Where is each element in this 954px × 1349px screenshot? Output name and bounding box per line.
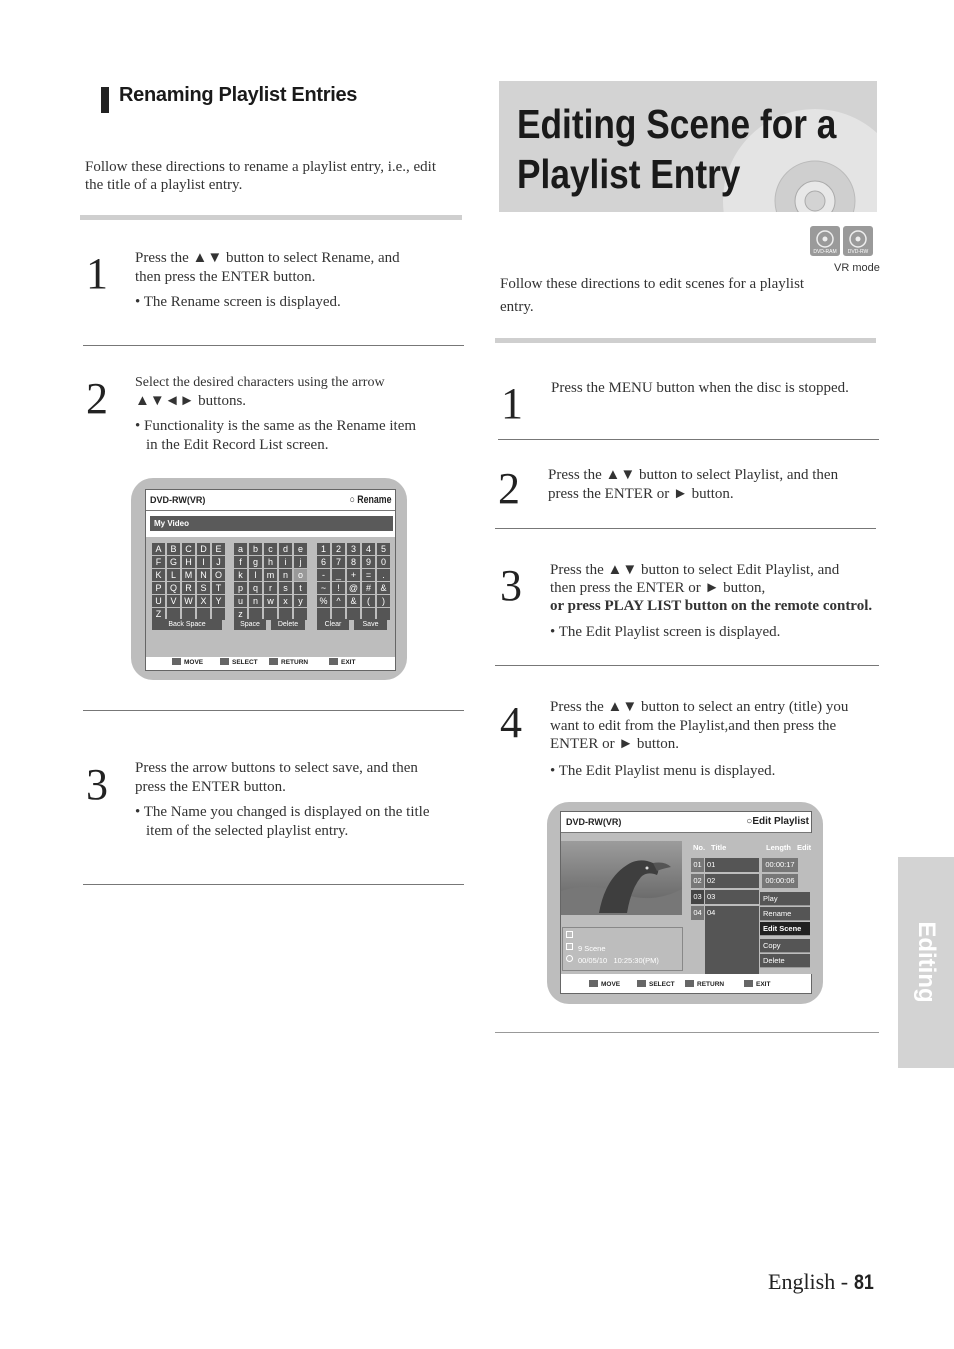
tv-icon xyxy=(566,931,573,938)
key-lower[interactable]: n xyxy=(279,569,292,581)
key-lower[interactable]: g xyxy=(249,556,262,568)
select-icon xyxy=(637,980,646,987)
intro-text: Follow these directions to edit scenes for a playlist entry. xyxy=(500,276,805,315)
disc-icon xyxy=(843,228,873,250)
key-symbols[interactable]: 0 xyxy=(377,556,390,568)
keyboard-button[interactable]: Clear xyxy=(317,619,349,630)
key-symbols[interactable]: 2 xyxy=(332,543,345,555)
key-lower[interactable]: m xyxy=(264,569,277,581)
key-upper[interactable]: X xyxy=(197,595,210,607)
key-symbols[interactable]: ) xyxy=(377,595,390,607)
key-lower[interactable]: h xyxy=(264,556,277,568)
return-icon xyxy=(685,980,694,987)
key-lower[interactable]: l xyxy=(249,569,262,581)
hero-banner xyxy=(499,81,877,212)
col-title: Title xyxy=(711,843,727,852)
key-lower[interactable]: d xyxy=(279,543,292,555)
row-title[interactable]: 03 xyxy=(705,890,759,904)
key-symbols[interactable]: ! xyxy=(332,582,345,594)
key-upper[interactable]: C xyxy=(182,543,195,555)
clock-icon xyxy=(566,955,573,962)
row-title[interactable]: 02 xyxy=(705,874,759,888)
key-upper[interactable]: M xyxy=(182,569,195,581)
keyboard-button[interactable]: Space xyxy=(234,619,266,630)
col-edit: Edit xyxy=(797,843,812,852)
menu-play[interactable]: Play xyxy=(760,892,810,906)
step-text: Press the ▲▼ button to select Playlist, and then press the ENTER or ► button. xyxy=(548,467,839,502)
menu-copy[interactable]: Copy xyxy=(760,939,810,953)
step-number: 3 xyxy=(86,760,108,809)
disc-label: DVD-RW(VR) xyxy=(566,817,622,827)
key-lower[interactable]: z xyxy=(234,608,247,620)
key-lower[interactable]: c xyxy=(264,543,277,555)
key-symbols[interactable]: & xyxy=(377,582,390,594)
key-symbols[interactable]: 3 xyxy=(347,543,360,555)
dvd-rw-badge: DVD-RW xyxy=(843,226,873,256)
key-lower[interactable]: e xyxy=(294,543,307,555)
step-number: 3 xyxy=(500,561,522,610)
key-lower[interactable]: w xyxy=(264,595,277,607)
page-number: 81 xyxy=(853,1271,874,1294)
side-tab-label: Editing xyxy=(913,921,940,1003)
key-symbols[interactable]: & xyxy=(347,595,360,607)
key-lower[interactable]: u xyxy=(234,595,247,607)
key-symbols[interactable]: 4 xyxy=(362,543,375,555)
key-lower[interactable]: k xyxy=(234,569,247,581)
key-symbols[interactable]: - xyxy=(317,569,330,581)
key-lower[interactable]: o xyxy=(294,569,307,581)
dolphin-thumbnail xyxy=(561,841,682,915)
col-length: Length xyxy=(766,843,791,852)
edit-playlist-screen-frame xyxy=(547,802,823,1004)
scene-count: 9 Scene xyxy=(578,944,606,953)
step-text: Select the desired characters using the arrow ▲▼◄► buttons. • Functionality is the same as the Rename item in the Edit Record List screen. xyxy=(135,375,417,453)
section-title: Renaming Playlist Entries xyxy=(119,84,358,106)
key-symbols[interactable]: = xyxy=(362,569,375,581)
key-symbols[interactable]: 5 xyxy=(377,543,390,555)
key-upper[interactable]: Z xyxy=(152,608,165,620)
row-no[interactable]: 01 xyxy=(691,858,704,872)
key-upper[interactable]: P xyxy=(152,582,165,594)
col-no: No. xyxy=(693,843,706,852)
screen-title: ○ Rename xyxy=(349,494,391,506)
key-upper[interactable]: Y xyxy=(212,595,225,607)
disc-label: DVD-RW(VR) xyxy=(150,495,206,505)
step-number: 1 xyxy=(501,379,523,428)
exit-icon xyxy=(744,980,753,987)
intro-text: Follow these directions to rename a playlist entry, i.e., edit the title of a playlist entry. xyxy=(85,159,437,193)
key-upper[interactable]: S xyxy=(197,582,210,594)
row-no[interactable]: 04 xyxy=(691,906,704,920)
key-symbols[interactable]: 8 xyxy=(347,556,360,568)
name-input[interactable]: My Video xyxy=(150,516,393,531)
key-symbols[interactable]: 7 xyxy=(332,556,345,568)
step-text: Press the ▲▼ button to select Edit Playlist, and then press the ENTER or ► button, or press PLAY LIST button on the remote control. • The Edit Playlist screen is displayed. xyxy=(550,562,873,640)
divider xyxy=(80,215,462,220)
playlist-list xyxy=(689,833,812,974)
return-icon xyxy=(269,658,278,665)
key-lower[interactable]: p xyxy=(234,582,247,594)
select-icon xyxy=(220,658,229,665)
divider xyxy=(495,528,876,529)
key-lower[interactable]: a xyxy=(234,543,247,555)
key-upper[interactable]: J xyxy=(212,556,225,568)
key-lower[interactable]: q xyxy=(249,582,262,594)
rename-screen: DVD-RW(VR) ○ Rename My Video A B C D E F G H I J K L M N O P Q R S T U V W X Y Z a b c d e f g h i j k l m n o p q r s t u n w x y z 1 2 3 4 5 6 7 8 9 0 - _ + = . ~ ! @ # & % ^ & ( ) Back Space Space Delete Clear Save MOVE SELECT RETURN EXIT xyxy=(145,489,396,671)
step-number: 2 xyxy=(86,374,108,423)
key-upper[interactable]: O xyxy=(212,569,225,581)
key-upper[interactable]: F xyxy=(152,556,165,568)
key-symbols[interactable]: ( xyxy=(362,595,375,607)
key-upper[interactable]: L xyxy=(167,569,180,581)
key-lower[interactable]: i xyxy=(279,556,292,568)
key-lower[interactable]: y xyxy=(294,595,307,607)
key-upper[interactable]: I xyxy=(197,556,210,568)
row-title[interactable]: 01 xyxy=(705,858,759,872)
step-number: 1 xyxy=(86,249,108,298)
move-icon xyxy=(589,980,598,987)
divider xyxy=(495,338,876,343)
key-lower[interactable]: j xyxy=(294,556,307,568)
key-lower[interactable]: t xyxy=(294,582,307,594)
key-upper[interactable]: A xyxy=(152,543,165,555)
key-upper[interactable]: V xyxy=(167,595,180,607)
row-length: 00:00:17 xyxy=(762,858,798,872)
key-lower[interactable]: s xyxy=(279,582,292,594)
key-upper[interactable]: Q xyxy=(167,582,180,594)
key-lower[interactable]: r xyxy=(264,582,277,594)
move-icon xyxy=(172,658,181,665)
section-side-tab xyxy=(898,857,954,1068)
step-text: Press the ▲▼ button to select Rename, and then press the ENTER button. • The Rename screen is displayed. xyxy=(135,250,400,310)
preview-area xyxy=(561,833,689,974)
key-symbols[interactable]: 6 xyxy=(317,556,330,568)
key-upper[interactable]: E xyxy=(212,543,225,555)
info-panel xyxy=(562,927,683,971)
keyboard-button[interactable]: Save xyxy=(354,619,387,630)
key-symbols[interactable]: % xyxy=(317,595,330,607)
key-symbols[interactable]: # xyxy=(362,582,375,594)
dvd-ram-badge: DVD-RAM xyxy=(810,226,840,256)
keyboard-button[interactable]: Back Space xyxy=(152,619,222,630)
key-symbols[interactable]: ~ xyxy=(317,582,330,594)
hero-title: Editing Scene for a Playlist Entry xyxy=(517,101,837,197)
key-upper[interactable]: H xyxy=(182,556,195,568)
key-symbols[interactable]: 1 xyxy=(317,543,330,555)
key-upper[interactable]: U xyxy=(152,595,165,607)
key-lower[interactable]: n xyxy=(249,595,262,607)
menu-delete[interactable]: Delete xyxy=(760,954,810,968)
keyboard-button[interactable]: Delete xyxy=(271,619,305,630)
key-upper[interactable]: W xyxy=(182,595,195,607)
menu-edit-scene[interactable]: Edit Scene xyxy=(760,922,810,936)
row-no[interactable]: 02 xyxy=(691,874,704,888)
screen-header xyxy=(146,490,395,511)
key-upper[interactable]: B xyxy=(167,543,180,555)
row-no[interactable]: 03 xyxy=(691,890,704,904)
step-number: 2 xyxy=(498,464,520,513)
exit-icon xyxy=(329,658,338,665)
divider xyxy=(83,884,464,885)
step-number: 4 xyxy=(500,698,522,747)
divider xyxy=(83,345,464,346)
divider xyxy=(498,439,879,440)
row-title[interactable]: 04 xyxy=(705,906,759,974)
key-upper[interactable]: K xyxy=(152,569,165,581)
key-lower[interactable]: f xyxy=(234,556,247,568)
disc-icon xyxy=(810,228,840,250)
scene-icon xyxy=(566,943,573,950)
vr-mode-label: VR mode xyxy=(834,262,880,274)
step-text: Press the MENU button when the disc is stopped. xyxy=(551,380,849,396)
divider xyxy=(495,1032,879,1033)
scene-date: 00/05/10 10:25:30(PM) xyxy=(578,956,659,965)
divider xyxy=(495,665,879,666)
menu-rename[interactable]: Rename xyxy=(760,907,810,921)
keyboard-area xyxy=(146,537,395,657)
rename-screen-frame xyxy=(131,478,407,680)
screen-header xyxy=(561,812,811,833)
divider xyxy=(83,710,464,711)
key-symbols[interactable]: + xyxy=(347,569,360,581)
key-symbols[interactable]: @ xyxy=(348,583,359,593)
key-upper[interactable]: T xyxy=(212,582,225,594)
key-upper[interactable]: D xyxy=(197,543,210,555)
key-symbols[interactable]: 9 xyxy=(362,556,375,568)
key-lower[interactable]: b xyxy=(249,543,262,555)
key-symbols[interactable]: _ xyxy=(332,569,345,581)
key-symbols[interactable]: . xyxy=(377,569,390,581)
key-symbols[interactable]: ^ xyxy=(332,595,345,607)
screen-title: ○Edit Playlist xyxy=(746,816,809,827)
key-lower[interactable]: x xyxy=(279,595,292,607)
footer-language: English - xyxy=(768,1269,854,1294)
key-upper[interactable]: G xyxy=(167,556,180,568)
edit-playlist-screen: DVD-RW(VR) ○Edit Playlist 9 Scene 00/05/10 10:25:30(PM) No. Title Length Edit 01 01 00:00:17 02 02 00:00:06 03 03 04 04 Play Rename Edit Scene Copy Delete MOVE SELECT RETURN EXIT xyxy=(560,811,812,994)
step-text: Press the arrow buttons to select save, and then press the ENTER button. • The Name you changed is displayed on the title item of the selected playlist entry. xyxy=(135,760,430,839)
key-upper[interactable]: R xyxy=(182,582,195,594)
page-footer xyxy=(768,1269,877,1295)
row-length: 00:00:06 xyxy=(762,874,798,888)
section-marker xyxy=(101,87,109,113)
step-text: Press the ▲▼ button to select an entry (title) you want to edit from the Playlist,and then press the ENTER or ► button. • The Edit Playlist menu is displayed. xyxy=(550,699,849,779)
key-upper[interactable]: N xyxy=(197,569,210,581)
